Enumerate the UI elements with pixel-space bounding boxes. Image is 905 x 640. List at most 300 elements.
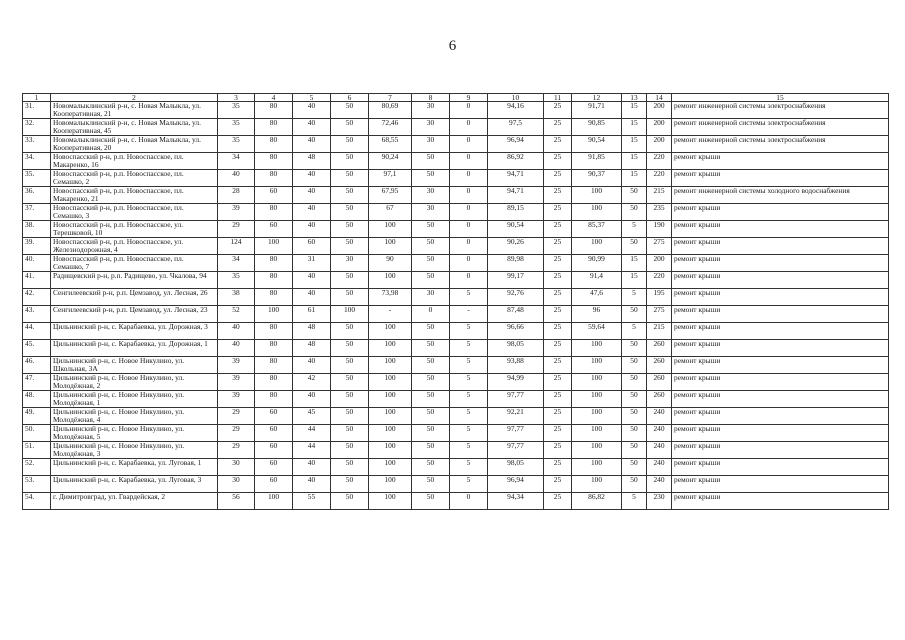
table-cell: 96,94 <box>488 476 544 493</box>
table-cell: Новомалыклинский р-н, с. Новая Малыкла, ул. Кооперативная, 45 <box>51 119 218 136</box>
table-cell: 99,17 <box>488 272 544 289</box>
table-cell: 50 <box>331 493 369 510</box>
table-cell: - <box>450 306 488 323</box>
table-cell: 50 <box>331 170 369 187</box>
table-cell: Цильнинский р-н, с. Новое Никулино, ул. Школьная, 3А <box>51 357 218 374</box>
table-cell: 90,99 <box>572 255 622 272</box>
table-cell: 240 <box>647 476 672 493</box>
table-cell: 80 <box>255 357 293 374</box>
table-cell: 94,71 <box>488 187 544 204</box>
table-cell: 0 <box>450 255 488 272</box>
table-cell: Новоспасский р-н, р.п. Новоспасское, пл. Макаренко, 16 <box>51 153 218 170</box>
table-cell: Цильнинский р-н, с. Карабаевка, ул. Луговая, 1 <box>51 459 218 476</box>
table-cell: 50 <box>412 391 450 408</box>
table-cell: 260 <box>647 374 672 391</box>
table-cell: 60 <box>255 459 293 476</box>
table-cell: 39 <box>218 374 255 391</box>
table-cell: 90 <box>369 255 412 272</box>
table-cell: 33. <box>23 136 51 153</box>
table-cell: 100 <box>369 238 412 255</box>
table-cell: 93,88 <box>488 357 544 374</box>
table-cell: Новомалыклинский р-н, с. Новая Малыкла, ул. Кооперативная, 21 <box>51 102 218 119</box>
table-cell: 220 <box>647 153 672 170</box>
table-cell: 86,82 <box>572 493 622 510</box>
table-cell: 15 <box>622 102 647 119</box>
table-cell: ремонт крыши <box>672 255 889 272</box>
column-header: 11 <box>544 94 572 102</box>
table-cell: 80 <box>255 136 293 153</box>
table-cell: 15 <box>622 153 647 170</box>
table-cell: 5 <box>450 408 488 425</box>
table-cell: 5 <box>450 374 488 391</box>
table-cell: 50 <box>412 272 450 289</box>
table-cell: 48 <box>293 153 331 170</box>
table-cell: 5 <box>450 476 488 493</box>
table-cell: 72,46 <box>369 119 412 136</box>
table-cell: 0 <box>450 102 488 119</box>
table-cell: ремонт инженерной системы электроснабжения <box>672 136 889 153</box>
table-cell: 97,5 <box>488 119 544 136</box>
table-cell: 50 <box>412 476 450 493</box>
table-cell: 220 <box>647 170 672 187</box>
table-row <box>23 323 889 340</box>
table-cell: 30 <box>412 119 450 136</box>
table-row <box>23 374 889 391</box>
table-cell: 100 <box>572 357 622 374</box>
table-cell: 39 <box>218 391 255 408</box>
table-cell: 40. <box>23 255 51 272</box>
table-cell: 0 <box>450 170 488 187</box>
table-cell: 25 <box>544 136 572 153</box>
table-cell: 215 <box>647 323 672 340</box>
table-cell: 52 <box>218 306 255 323</box>
table-cell: 235 <box>647 204 672 221</box>
table-cell: 80 <box>255 391 293 408</box>
table-cell: ремонт крыши <box>672 425 889 442</box>
table-cell: 32. <box>23 119 51 136</box>
table-cell: 96,94 <box>488 136 544 153</box>
table-cell: 54. <box>23 493 51 510</box>
table-cell: 35 <box>218 136 255 153</box>
table-cell: 25 <box>544 204 572 221</box>
table-cell: Новоспасский р-н, р.п. Новоспасское, пл. Семашко, 2 <box>51 170 218 187</box>
table-cell: 96 <box>572 306 622 323</box>
table-cell: 30 <box>412 102 450 119</box>
table-cell: 275 <box>647 238 672 255</box>
table-cell: 260 <box>647 357 672 374</box>
table-cell: 100 <box>572 442 622 459</box>
table-cell: 90,24 <box>369 153 412 170</box>
table-cell: 260 <box>647 340 672 357</box>
table-cell: 100 <box>572 459 622 476</box>
table-cell: 50 <box>331 136 369 153</box>
table-cell: 260 <box>647 391 672 408</box>
table-cell: 51. <box>23 442 51 459</box>
table-cell: 40 <box>293 459 331 476</box>
table-cell: 200 <box>647 102 672 119</box>
table-cell: 40 <box>293 357 331 374</box>
table-cell: 50 <box>622 374 647 391</box>
table-cell: 25 <box>544 255 572 272</box>
table-cell: Новоспасский р-н, р.п. Новоспасское, ул. Железнодорожная, 4 <box>51 238 218 255</box>
table-cell: 29 <box>218 221 255 238</box>
table-cell: 15 <box>622 119 647 136</box>
table-cell: 47,6 <box>572 289 622 306</box>
table-cell: 15 <box>622 255 647 272</box>
table-cell: 94,99 <box>488 374 544 391</box>
table-cell: 30 <box>412 187 450 204</box>
table-cell: 50 <box>412 374 450 391</box>
table-row <box>23 255 889 272</box>
table-cell: 50 <box>331 238 369 255</box>
table-cell: 29 <box>218 408 255 425</box>
table-cell: ремонт инженерной системы холодного водоснабжения <box>672 187 889 204</box>
table-cell: 40 <box>218 340 255 357</box>
column-header: 8 <box>412 94 450 102</box>
table-cell: ремонт крыши <box>672 153 889 170</box>
table-cell: 92,76 <box>488 289 544 306</box>
table-cell: 50 <box>622 391 647 408</box>
table-cell: 100 <box>369 340 412 357</box>
table-cell: 91,4 <box>572 272 622 289</box>
table-header-row <box>23 94 889 102</box>
table-cell: ремонт крыши <box>672 323 889 340</box>
table-cell: Новоспасский р-н, р.п. Новоспасское, пл. Семашко, 7 <box>51 255 218 272</box>
table-row <box>23 119 889 136</box>
table-cell: 5 <box>450 391 488 408</box>
table-cell: 0 <box>450 204 488 221</box>
table-cell: 80 <box>255 255 293 272</box>
table-row <box>23 408 889 425</box>
table-cell: 100 <box>369 272 412 289</box>
table-cell: ремонт крыши <box>672 306 889 323</box>
table-cell: 80,69 <box>369 102 412 119</box>
table-cell: 0 <box>450 119 488 136</box>
table-cell: 0 <box>450 238 488 255</box>
table-cell: 35 <box>218 102 255 119</box>
table-cell: 36. <box>23 187 51 204</box>
column-header: 14 <box>647 94 672 102</box>
table-cell: 100 <box>369 493 412 510</box>
table-cell: 100 <box>255 306 293 323</box>
table-cell: 97,77 <box>488 425 544 442</box>
table-cell: 87,48 <box>488 306 544 323</box>
table-cell: 50 <box>622 187 647 204</box>
table-cell: 85,37 <box>572 221 622 238</box>
column-header: 10 <box>488 94 544 102</box>
table-cell: ремонт крыши <box>672 476 889 493</box>
table-cell: 0 <box>450 221 488 238</box>
table-cell: 47. <box>23 374 51 391</box>
table-cell: 100 <box>572 425 622 442</box>
table-cell: 100 <box>255 493 293 510</box>
column-header: 1 <box>23 94 51 102</box>
column-header: 9 <box>450 94 488 102</box>
table-row <box>23 170 889 187</box>
table-cell: 25 <box>544 408 572 425</box>
table-cell: 50 <box>412 153 450 170</box>
table-cell: 25 <box>544 391 572 408</box>
table-cell: 50 <box>622 340 647 357</box>
column-header: 2 <box>51 94 218 102</box>
table-cell: 40 <box>293 136 331 153</box>
table-cell: 0 <box>450 136 488 153</box>
table-cell: 100 <box>369 357 412 374</box>
table-cell: 80 <box>255 340 293 357</box>
table-cell: 50. <box>23 425 51 442</box>
table-cell: 34 <box>218 153 255 170</box>
table-cell: 60 <box>255 187 293 204</box>
table-cell: 100 <box>369 442 412 459</box>
column-header: 5 <box>293 94 331 102</box>
table-cell: 39 <box>218 357 255 374</box>
table-cell: 5 <box>450 442 488 459</box>
table-cell: Цильнинский р-н, с. Новое Никулино, ул. Молодёжная, 2 <box>51 374 218 391</box>
table-cell: 60 <box>255 221 293 238</box>
table-cell: 25 <box>544 323 572 340</box>
table-cell: 30 <box>412 289 450 306</box>
table-cell: Цильнинский р-н, с. Новое Никулино, ул. Молодёжная, 4 <box>51 408 218 425</box>
table-cell: 5 <box>450 340 488 357</box>
table-cell: 29 <box>218 425 255 442</box>
table-cell: 25 <box>544 170 572 187</box>
table-cell: 0 <box>450 272 488 289</box>
table-cell: 50 <box>331 187 369 204</box>
table-cell: 67,95 <box>369 187 412 204</box>
table-cell: 56 <box>218 493 255 510</box>
table-cell: 44. <box>23 323 51 340</box>
table-row <box>23 187 889 204</box>
table-cell: 190 <box>647 221 672 238</box>
table-cell: 50 <box>331 425 369 442</box>
repair-schedule-table <box>22 93 889 510</box>
table-cell: 100 <box>369 391 412 408</box>
table-cell: ремонт инженерной системы электроснабжения <box>672 102 889 119</box>
table-cell: 100 <box>369 459 412 476</box>
table-cell: 38 <box>218 289 255 306</box>
table-cell: 25 <box>544 102 572 119</box>
table-cell: 40 <box>293 272 331 289</box>
table-cell: 90,26 <box>488 238 544 255</box>
table-cell: ремонт крыши <box>672 170 889 187</box>
table-cell: 124 <box>218 238 255 255</box>
table-cell: 100 <box>331 306 369 323</box>
table-cell: 48 <box>293 340 331 357</box>
table-cell: 25 <box>544 340 572 357</box>
table-cell: 100 <box>255 238 293 255</box>
table-cell: 15 <box>622 136 647 153</box>
table-cell: 50 <box>331 272 369 289</box>
table-cell: 80 <box>255 102 293 119</box>
table-cell: 240 <box>647 408 672 425</box>
table-cell: 15 <box>622 170 647 187</box>
table-cell: 50 <box>412 425 450 442</box>
table-row <box>23 357 889 374</box>
table-cell: 100 <box>572 391 622 408</box>
column-header: 12 <box>572 94 622 102</box>
table-cell: 31 <box>293 255 331 272</box>
table-cell: 35 <box>218 119 255 136</box>
table-cell: 50 <box>622 425 647 442</box>
table-cell: 100 <box>369 221 412 238</box>
table-cell: 50 <box>412 170 450 187</box>
table-cell: 38. <box>23 221 51 238</box>
table-cell: 0 <box>412 306 450 323</box>
table-cell: 80 <box>255 170 293 187</box>
table-cell: 50 <box>412 493 450 510</box>
table-cell: 5 <box>450 459 488 476</box>
table-cell: 97,1 <box>369 170 412 187</box>
table-cell: 37. <box>23 204 51 221</box>
table-cell: Новоспасский р-н, р.п. Новоспасское, пл. Семашко, 3 <box>51 204 218 221</box>
table-cell: 100 <box>572 408 622 425</box>
table-cell: 39 <box>218 204 255 221</box>
table-cell: 25 <box>544 476 572 493</box>
table-cell: 200 <box>647 119 672 136</box>
table-cell: 195 <box>647 289 672 306</box>
table-cell: ремонт крыши <box>672 493 889 510</box>
table-cell: 46. <box>23 357 51 374</box>
table-cell: 50 <box>622 442 647 459</box>
table-cell: 80 <box>255 119 293 136</box>
table-cell: 50 <box>331 323 369 340</box>
table-cell: 90,85 <box>572 119 622 136</box>
table-cell: 50 <box>622 476 647 493</box>
table-cell: Сенгилеевский р-н, р.п. Цемзавод, ул. Лесная, 23 <box>51 306 218 323</box>
table-cell: Цильнинский р-н, с. Карабаевка, ул. Дорожная, 1 <box>51 340 218 357</box>
table-cell: 0 <box>450 153 488 170</box>
table-cell: 90,54 <box>572 136 622 153</box>
table-cell: 50 <box>412 442 450 459</box>
table-cell: 275 <box>647 306 672 323</box>
table-cell: 50 <box>331 119 369 136</box>
table-cell: Цильнинский р-н, с. Карабаевка, ул. Дорожная, 3 <box>51 323 218 340</box>
table-cell: 5 <box>450 289 488 306</box>
table-cell: Новомалыклинский р-н, с. Новая Малыкла, ул. Кооперативная, 20 <box>51 136 218 153</box>
table-cell: 200 <box>647 255 672 272</box>
table-cell: 30 <box>412 136 450 153</box>
table-cell: ремонт крыши <box>672 442 889 459</box>
table-cell: г. Димитровград, ул. Гвардейская, 2 <box>51 493 218 510</box>
table-cell: Цильнинский р-н, с. Новое Никулино, ул. Молодёжная, 5 <box>51 425 218 442</box>
table-row <box>23 136 889 153</box>
table-cell: 80 <box>255 374 293 391</box>
table-cell: 73,98 <box>369 289 412 306</box>
table-cell: 25 <box>544 221 572 238</box>
table-cell: 100 <box>572 187 622 204</box>
table-cell: Цильнинский р-н, с. Новое Никулино, ул. Молодёжная, 1 <box>51 391 218 408</box>
table-cell: 100 <box>369 323 412 340</box>
table-cell: 100 <box>369 408 412 425</box>
table-cell: 40 <box>293 119 331 136</box>
table-cell: ремонт крыши <box>672 408 889 425</box>
table-row <box>23 153 889 170</box>
table-cell: 61 <box>293 306 331 323</box>
table-cell: 25 <box>544 187 572 204</box>
column-header: 3 <box>218 94 255 102</box>
table-cell: 50 <box>622 204 647 221</box>
table-cell: ремонт крыши <box>672 391 889 408</box>
table-cell: 50 <box>331 289 369 306</box>
table-cell: 215 <box>647 187 672 204</box>
table-cell: 50 <box>331 221 369 238</box>
table-cell: ремонт крыши <box>672 340 889 357</box>
table-cell: 50 <box>412 357 450 374</box>
table-cell: 35 <box>218 272 255 289</box>
table-cell: 100 <box>369 425 412 442</box>
table-cell: ремонт крыши <box>672 374 889 391</box>
table-cell: 41. <box>23 272 51 289</box>
table-cell: 25 <box>544 238 572 255</box>
table-cell: 0 <box>450 187 488 204</box>
table-cell: 25 <box>544 272 572 289</box>
table-cell: 60 <box>255 425 293 442</box>
table-row <box>23 391 889 408</box>
table-cell: 59,64 <box>572 323 622 340</box>
table-cell: 50 <box>412 255 450 272</box>
table-cell: 91,85 <box>572 153 622 170</box>
table-cell: ремонт инженерной системы электроснабжения <box>672 119 889 136</box>
table-cell: 5 <box>450 323 488 340</box>
table-cell: 25 <box>544 153 572 170</box>
table-cell: 50 <box>412 408 450 425</box>
table-cell: 34. <box>23 153 51 170</box>
table-row <box>23 102 889 119</box>
table-cell: 34 <box>218 255 255 272</box>
table-cell: 5 <box>622 289 647 306</box>
table-cell: Радищевский р-н, р.п. Радищево, ул. Чкалова, 94 <box>51 272 218 289</box>
table-cell: 55 <box>293 493 331 510</box>
table-cell: 40 <box>293 391 331 408</box>
table-row <box>23 459 889 476</box>
table-cell: 50 <box>331 204 369 221</box>
table-row <box>23 442 889 459</box>
table-cell: ремонт крыши <box>672 357 889 374</box>
table-row <box>23 221 889 238</box>
table-cell: 40 <box>293 476 331 493</box>
table-row <box>23 425 889 442</box>
table-row <box>23 476 889 493</box>
table-cell: 25 <box>544 425 572 442</box>
table-cell: 96,66 <box>488 323 544 340</box>
table-cell: 89,98 <box>488 255 544 272</box>
table-cell: 60 <box>293 238 331 255</box>
table-cell: Сенгилеевский р-н, р.п. Цемзавод, ул. Лесная, 26 <box>51 289 218 306</box>
table-cell: 0 <box>450 493 488 510</box>
table-cell: 91,71 <box>572 102 622 119</box>
table-cell: ремонт крыши <box>672 204 889 221</box>
page-number: 6 <box>448 38 457 54</box>
column-header: 4 <box>255 94 293 102</box>
table-cell: 98,05 <box>488 340 544 357</box>
table-cell: 50 <box>412 323 450 340</box>
table-cell: ремонт крыши <box>672 221 889 238</box>
table-cell: 100 <box>369 374 412 391</box>
table-cell: Цильнинский р-н, с. Карабаевка, ул. Луговая, 3 <box>51 476 218 493</box>
table-cell: 60 <box>255 408 293 425</box>
table-cell: 230 <box>647 493 672 510</box>
table-cell: 80 <box>255 289 293 306</box>
table-row <box>23 272 889 289</box>
table-cell: 50 <box>331 408 369 425</box>
table-cell: 30 <box>331 255 369 272</box>
table-row <box>23 493 889 510</box>
table-cell: 43. <box>23 306 51 323</box>
table-cell: 25 <box>544 459 572 476</box>
table-cell: 5 <box>622 221 647 238</box>
table-cell: 240 <box>647 442 672 459</box>
table-cell: - <box>369 306 412 323</box>
